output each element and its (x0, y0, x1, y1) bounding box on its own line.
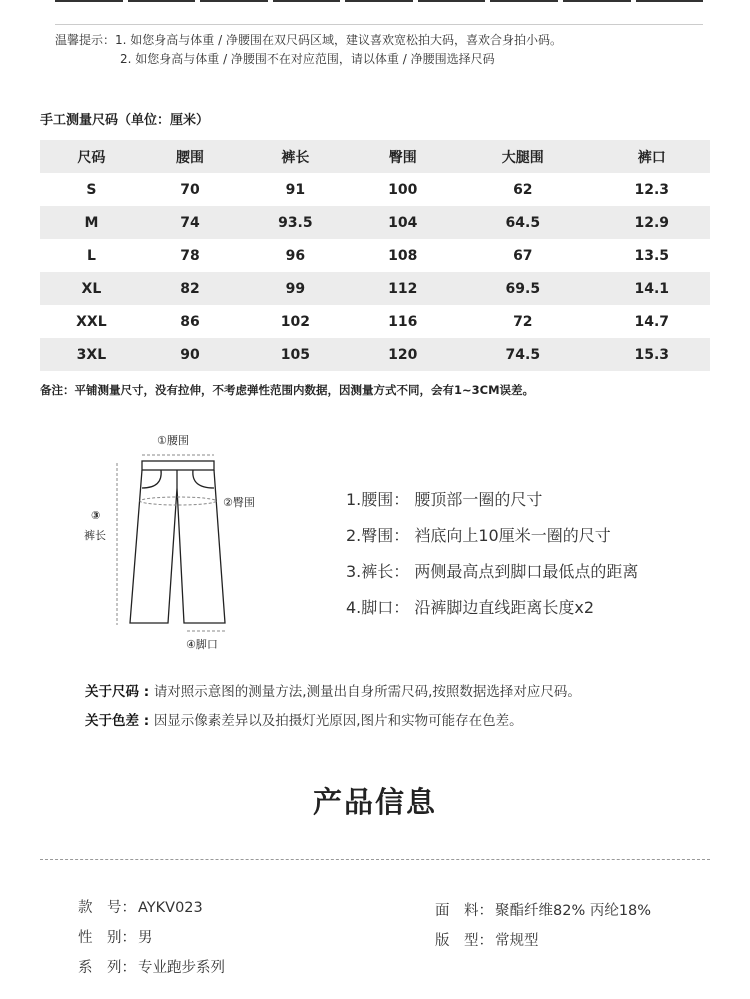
table-cell: 腰围 (143, 140, 237, 173)
info-key: 款 号： (78, 900, 136, 916)
table-cell: 70 (180, 181, 200, 198)
table-cell: 102 (280, 313, 310, 330)
info-value: 常规型 (495, 933, 539, 949)
table-cell: 96 (285, 247, 306, 264)
table-cell: 93.5 (237, 206, 353, 239)
info-value: 专业跑步系列 (138, 960, 225, 976)
table-cell: 臀围 (354, 140, 453, 173)
tips (55, 31, 562, 69)
info-value: 男 (138, 930, 153, 946)
table-cell: 14.7 (634, 313, 670, 330)
info-value: AYKV023 (138, 900, 203, 916)
measure-waist: 1.腰围： 腰顶部一圈的尺寸 (346, 490, 543, 509)
table-cell: 12.3 (634, 181, 670, 198)
table-cell: 108 (388, 247, 418, 264)
size-table (40, 140, 710, 371)
length-label: 裤长 (84, 529, 106, 542)
table-cell: 大腿围 (452, 140, 594, 173)
table-cell: 78 (180, 247, 200, 264)
table-cell: 100 (388, 181, 418, 198)
info-item (435, 896, 651, 926)
table-cell: 64.5 (452, 206, 594, 239)
info-item (78, 893, 225, 923)
about-section (85, 678, 581, 736)
size-table-title: 手工测量尺码（单位：厘米） (40, 113, 210, 128)
product-info-left (78, 893, 225, 983)
waist-label: ①腰围 (157, 434, 189, 447)
table-cell: S (86, 181, 97, 198)
info-item (78, 953, 225, 983)
table-cell: 74.5 (452, 338, 594, 371)
table-cell: 13.5 (634, 247, 670, 264)
table-cell: 裤长 (237, 140, 353, 173)
table-cell: M (40, 206, 143, 239)
table-row (40, 173, 710, 206)
measure-length: 3.裤长： 两侧最高点到脚口最低点的距离 (346, 562, 639, 581)
table-cell: 120 (354, 338, 453, 371)
table-row (40, 305, 710, 338)
table-cell: 82 (143, 272, 237, 305)
info-value: 聚酯纤维82% 丙纶18% (495, 903, 652, 919)
table-cell: 67 (513, 247, 533, 264)
table-cell: 14.1 (594, 272, 710, 305)
table-cell: 99 (237, 272, 353, 305)
tips-label: 温馨提示： (55, 33, 116, 47)
about-color-label: 关于色差 : (85, 713, 154, 729)
info-key: 版 型： (435, 933, 493, 949)
table-row (40, 206, 710, 239)
about-size-label: 关于尺码 : (85, 684, 154, 700)
table-row (40, 239, 710, 272)
table-cell: 104 (354, 206, 453, 239)
table-cell: 72 (513, 313, 533, 330)
measure-hip: 2.臀围： 裆底向上10厘米一圈的尺寸 (346, 526, 611, 545)
table-cell: 74 (143, 206, 237, 239)
table-cell: 裤口 (594, 140, 710, 173)
table-cell: 69.5 (452, 272, 594, 305)
hip-label: ②臀围 (223, 496, 255, 509)
info-item (78, 923, 225, 953)
about-size-text: 请对照示意图的测量方法,测量出自身所需尺码,按照数据选择对应尺码。 (153, 684, 581, 700)
size-note: 备注：平铺测量尺寸，没有拉伸，不考虑弹性范围内数据，因测量方式不同，会有1~3CM误差。 (40, 383, 535, 397)
dashed-divider (40, 859, 710, 860)
table-cell: 3XL (40, 338, 143, 371)
product-info-title: 产品信息 (312, 785, 437, 819)
table-cell: 90 (143, 338, 237, 371)
info-item (435, 926, 651, 956)
table-cell: 62 (513, 181, 533, 198)
table-cell: 15.3 (594, 338, 710, 371)
table-cell: XXL (76, 313, 107, 330)
table-header (40, 140, 710, 173)
tip-2: 2. 如您身高与体重 / 净腰围不在对应范围，请以体重 / 净腰围选择尺码 (120, 52, 495, 66)
about-color-text: 因显示像素差异以及拍摄灯光原因,图片和实物可能存在色差。 (153, 713, 523, 729)
measure-descriptions (346, 482, 638, 626)
table-cell: 116 (388, 313, 418, 330)
length-number: ③ (91, 509, 101, 522)
table-cell: 91 (285, 181, 306, 198)
tip-1: 1. 如您身高与体重 / 净腰围在双尺码区域，建议喜欢宽松拍大码，喜欢合身拍小码。 (115, 33, 562, 47)
table-cell: 86 (180, 313, 200, 330)
top-dividers (55, 0, 703, 2)
table-cell: 尺码 (40, 140, 143, 173)
product-info-right (435, 896, 651, 956)
table-row (40, 338, 710, 371)
table-cell: XL (40, 272, 143, 305)
divider (55, 24, 703, 25)
hem-label: ④脚口 (186, 638, 218, 651)
table-cell: L (86, 247, 96, 264)
measure-hem: 4.脚口： 沿裤脚边直线距离长度x2 (346, 598, 595, 617)
info-key: 系 列： (78, 960, 136, 976)
info-key: 面 料： (435, 903, 493, 919)
table-cell: 112 (354, 272, 453, 305)
table-row (40, 272, 710, 305)
info-key: 性 别： (78, 930, 136, 946)
table-cell: 12.9 (594, 206, 710, 239)
table-cell: 105 (237, 338, 353, 371)
